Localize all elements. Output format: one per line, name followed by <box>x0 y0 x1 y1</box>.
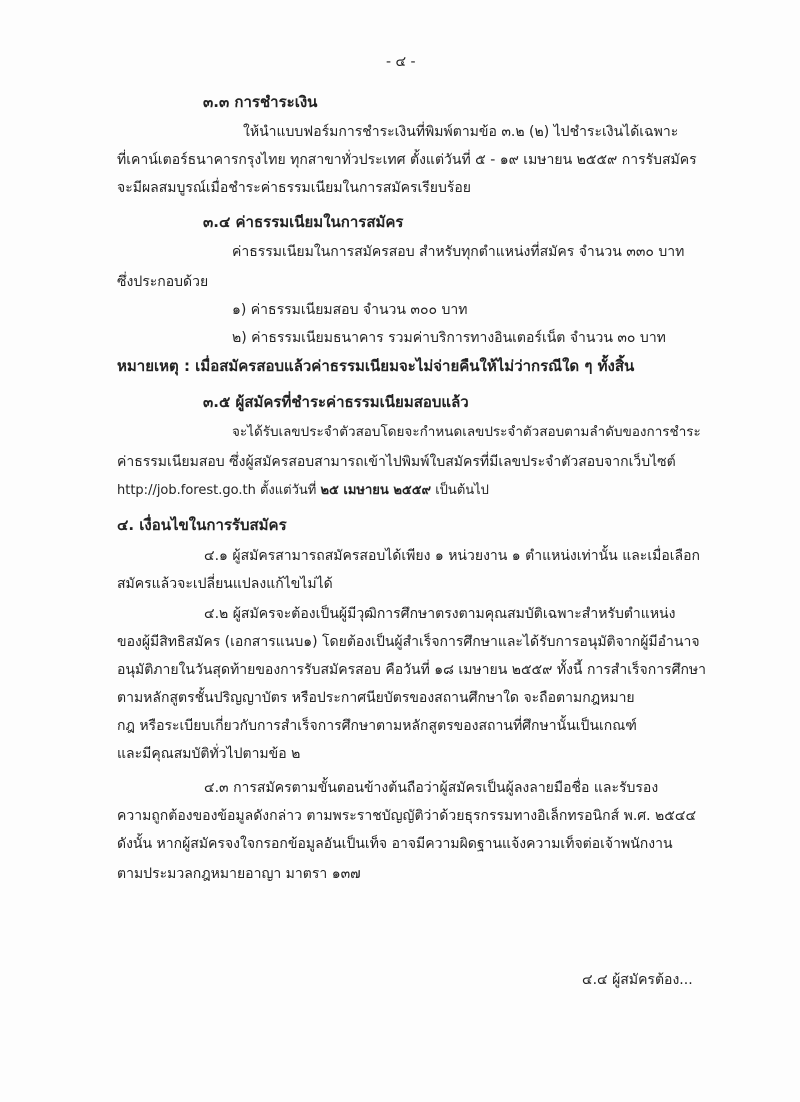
section-3-4-line: ค่าธรรมเนียมในการสมัครสอบ สำหรับทุกตำแหน่งที่สมัคร จำนวน ๓๓๐ บาท <box>232 244 685 260</box>
section-4-heading: ๔. เงื่อนไขในการรับสมัคร <box>117 516 287 534</box>
section-3-3-line: จะมีผลสมบูรณ์เมื่อชำระค่าธรรมเนียมในการสมัครเรียบร้อย <box>117 180 471 196</box>
website-url: http://job.forest.go.th <box>117 483 256 498</box>
section-3-5-url-line <box>117 481 489 501</box>
section-4-3-line: ดังนั้น หากผู้สมัครจงใจกรอกข้อมูลอันเป็นเท็จ อาจมีความผิดฐานแจ้งความเท็จต่อเจ้าพนักงาน <box>117 836 673 852</box>
section-4-2-line: ตามหลักสูตรชั้นปริญญาบัตร หรือประกาศนียบัตรของสถานศึกษาใด จะถือตามกฎหมาย <box>117 690 635 706</box>
section-4-2-line: ของผู้มีสิทธิสมัคร (เอกสารแนบ๑) โดยต้องเป็นผู้สำเร็จการศึกษาและได้รับการอนุมัติจากผู้มีอำนาจ <box>117 634 700 650</box>
section-4-2-line: และมีคุณสมบัติทั่วไปตามข้อ ๒ <box>117 746 301 762</box>
section-4-1-line: สมัครแล้วจะเปลี่ยนแปลงแก้ไขไม่ได้ <box>117 576 333 592</box>
section-4-2-line: ๔.๒ ผู้สมัครจะต้องเป็นผู้มีวุฒิการศึกษาตรงตามคุณสมบัติเฉพาะสำหรับตำแหน่ง <box>204 606 676 622</box>
fee-note: หมายเหตุ : เมื่อสมัครสอบแล้วค่าธรรมเนียมจะไม่จ่ายคืนให้ไม่ว่ากรณีใด ๆ ทั้งสิ้น <box>117 357 635 375</box>
continuation-text: ๔.๔ ผู้สมัครต้อง... <box>582 972 693 988</box>
section-3-5-line: ค่าธรรมเนียมสอบ ซึ่งผู้สมัครสอบสามารถเข้าไปพิมพ์ใบสมัครที่มีเลขประจำตัวสอบจากเว็บไซต์ <box>117 454 676 470</box>
fee-item-bank: ๒) ค่าธรรมเนียมธนาคาร รวมค่าบริการทางอินเตอร์เน็ต จำนวน ๓๐ บาท <box>232 330 666 346</box>
section-3-3-heading: ๓.๓ การชำระเงิน <box>203 93 318 111</box>
fee-item-exam: ๑) ค่าธรรมเนียมสอบ จำนวน ๓๐๐ บาท <box>232 302 468 318</box>
section-3-4-line: ซึ่งประกอบด้วย <box>117 274 209 290</box>
date-suffix: เป็นต้นไป <box>435 483 489 498</box>
section-3-5-line: จะได้รับเลขประจำตัวสอบโดยจะกำหนดเลขประจำตัวสอบตามลำดับของการชำระ <box>232 424 701 440</box>
section-3-5-heading: ๓.๕ ผู้สมัครที่ชำระค่าธรรมเนียมสอบแล้ว <box>203 393 469 411</box>
section-4-2-line: กฎ หรือระเบียบเกี่ยวกับการสำเร็จการศึกษาตามหลักสูตรของสถานที่ศึกษานั้นเป็นเกณฑ์ <box>117 718 637 734</box>
section-3-3-line: ที่เคาน์เตอร์ธนาคารกรุงไทย ทุกสาขาทั่วประเทศ ตั้งแต่วันที่ ๕ - ๑๙ เมษายน ๒๕๕๙ การรับสมัคร <box>117 152 697 168</box>
section-4-3-line: ตามประมวลกฎหมายอาญา มาตรา ๑๓๗ <box>117 866 361 882</box>
registration-date: ๒๕ เมษายน ๒๕๕๙ <box>320 483 432 498</box>
section-3-4-heading: ๓.๔ ค่าธรรมเนียมในการสมัคร <box>203 213 404 231</box>
section-4-1-line: ๔.๑ ผู้สมัครสามารถสมัครสอบได้เพียง ๑ หน่วยงาน ๑ ตำแหน่งเท่านั้น และเมื่อเลือก <box>204 548 700 564</box>
page-number: - ๔ - <box>386 54 416 70</box>
section-4-2-line: อนุมัติภายในวันสุดท้ายของการรับสมัครสอบ คือวันที่ ๑๘ เมษายน ๒๕๕๙ ทั้งนี้ การสำเร็จการศึกษา <box>117 662 707 678</box>
section-4-3-line: ๔.๓ การสมัครตามขั้นตอนข้างต้นถือว่าผู้สมัครเป็นผู้ลงลายมือชื่อ และรับรอง <box>204 780 659 796</box>
section-4-3-line: ความถูกต้องของข้อมูลดังกล่าว ตามพระราชบัญญัติว่าด้วยธุรกรรมทางอิเล็กทรอนิกส์ พ.ศ. ๒๕๔๔ <box>117 808 697 824</box>
date-prefix: ตั้งแต่วันที่ <box>259 483 317 498</box>
section-3-3-line: ให้นำแบบฟอร์มการชำระเงินที่พิมพ์ตามข้อ ๓.๒ (๒) ไปชำระเงินได้เฉพาะ <box>243 124 679 140</box>
